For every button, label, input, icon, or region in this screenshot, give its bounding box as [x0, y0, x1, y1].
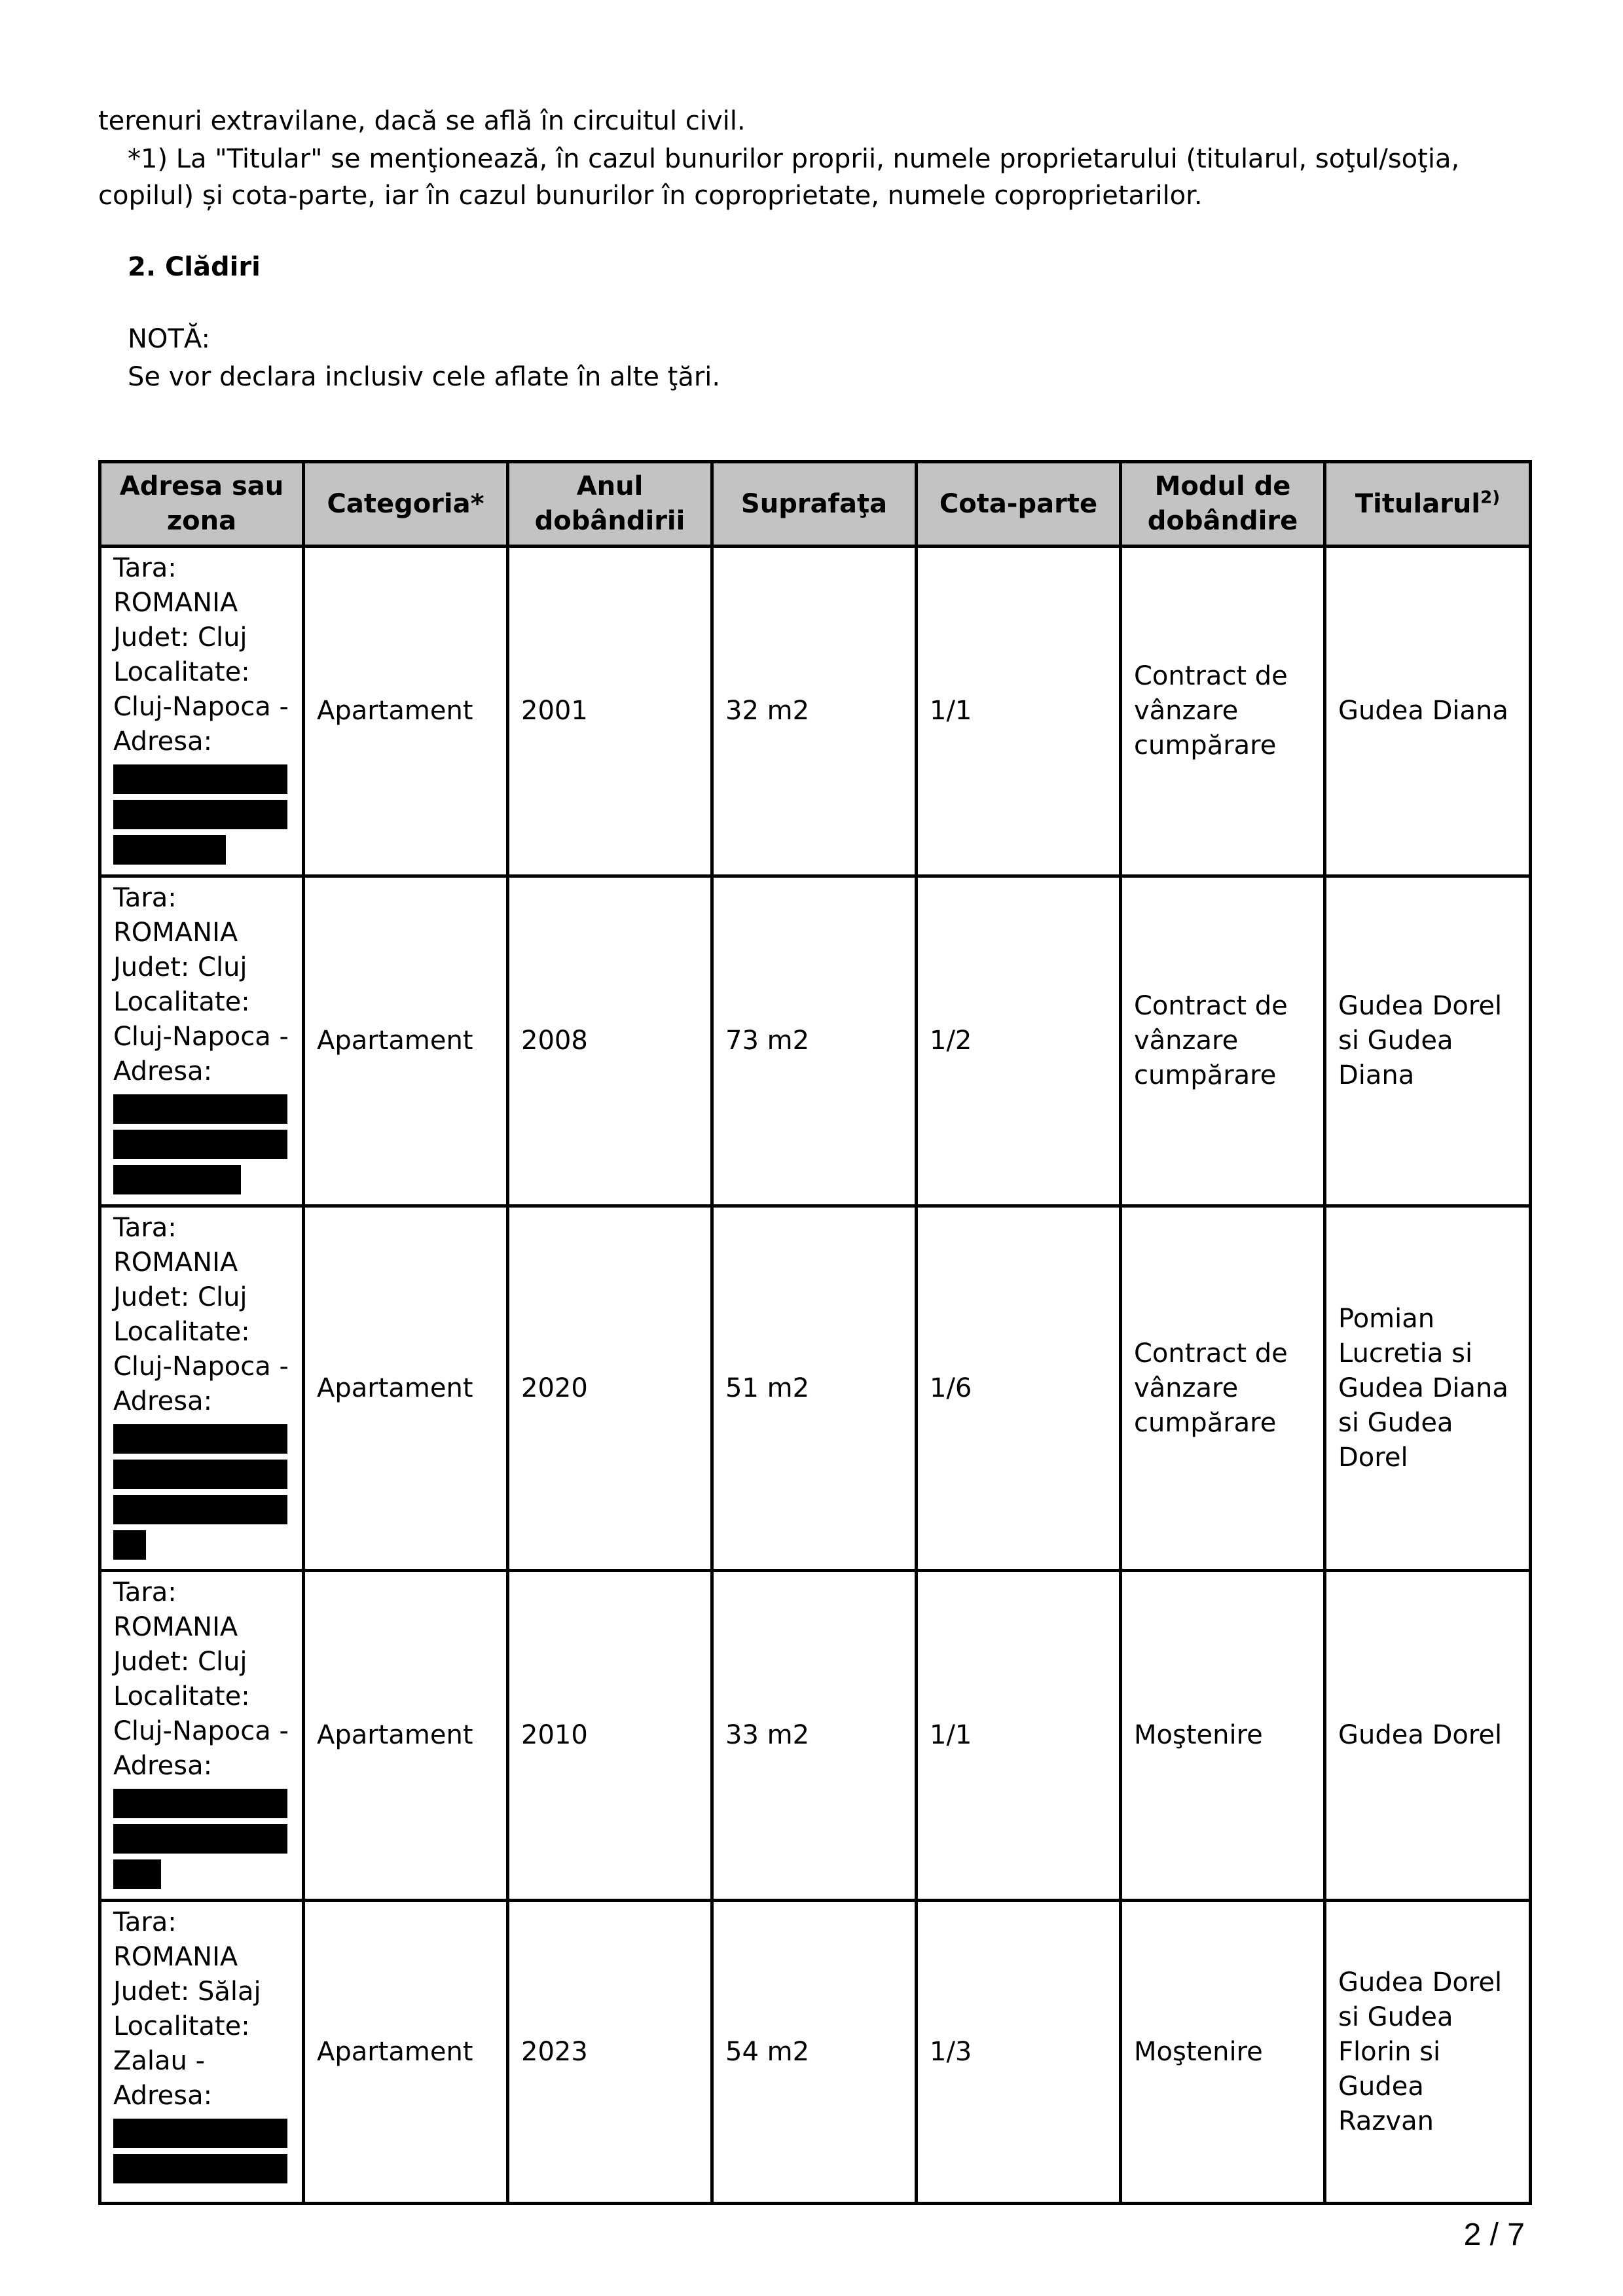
category-cell: Apartament — [304, 1206, 508, 1571]
table-row — [100, 876, 1531, 1206]
redaction-bar — [113, 1789, 287, 1818]
address-cell — [100, 876, 304, 1206]
redaction-bar — [113, 800, 287, 829]
area-cell: 33 m2 — [712, 1571, 917, 1901]
redaction-bar — [113, 1094, 287, 1124]
address-locality: Localitate: Zalau - — [113, 2011, 250, 2076]
address-locality: Localitate: Cluj-Napoca - — [113, 1681, 289, 1746]
mode-cell: Contract de vânzare cumpărare — [1121, 1206, 1325, 1571]
category-cell: Apartament — [304, 1901, 508, 2204]
address-label: Adresa: — [113, 1751, 213, 1781]
redaction-bar — [113, 1460, 287, 1489]
address-county: Judet: Sălaj — [113, 1977, 261, 2007]
address-country: Tara: ROMANIA — [113, 553, 238, 618]
mode-cell: Moştenire — [1121, 1571, 1325, 1901]
header-category: Categoria* — [304, 462, 508, 547]
header-year: Anul dobândirii — [508, 462, 712, 547]
category-cell: Apartament — [304, 876, 508, 1206]
redaction-bar — [113, 1130, 287, 1159]
address-county: Judet: Cluj — [113, 622, 247, 653]
address-cell — [100, 1901, 304, 2204]
header-owner-label: Titularul — [1355, 488, 1481, 519]
mode-cell: Moştenire — [1121, 1901, 1325, 2204]
redaction-bar — [113, 1530, 146, 1560]
year-cell: 2020 — [508, 1206, 712, 1571]
owner-cell: Gudea Dorel si Gudea Diana — [1325, 876, 1531, 1206]
share-cell: 1/1 — [917, 1571, 1121, 1901]
header-mode: Modul de dobândire — [1121, 462, 1325, 547]
owner-cell: Gudea Dorel — [1325, 1571, 1531, 1901]
note-label: NOTĂ: — [128, 324, 210, 354]
address-locality: Localitate: Cluj-Napoca - — [113, 987, 289, 1052]
redaction-bar — [113, 764, 287, 794]
redaction-bar — [113, 1824, 287, 1854]
address-cell — [100, 1571, 304, 1901]
category-cell: Apartament — [304, 547, 508, 876]
address-label: Adresa: — [113, 2081, 213, 2111]
area-cell: 51 m2 — [712, 1206, 917, 1571]
address-country: Tara: ROMANIA — [113, 1577, 238, 1642]
address-county: Judet: Cluj — [113, 1647, 247, 1677]
redaction-bar — [113, 2119, 287, 2148]
header-owner — [1325, 462, 1531, 547]
header-area: Suprafaţa — [712, 462, 917, 547]
section-heading: 2. Clădiri — [128, 252, 261, 282]
year-cell: 2023 — [508, 1901, 712, 2204]
mode-cell: Contract de vânzare cumpărare — [1121, 876, 1325, 1206]
year-cell: 2001 — [508, 547, 712, 876]
header-address: Adresa sau zona — [100, 462, 304, 547]
area-cell: 32 m2 — [712, 547, 917, 876]
address-locality: Localitate: Cluj-Napoca - — [113, 1317, 289, 1382]
address-country: Tara: ROMANIA — [113, 883, 238, 948]
address-country: Tara: ROMANIA — [113, 1213, 238, 1278]
buildings-table — [98, 460, 1532, 2205]
redaction-bar — [113, 1495, 287, 1524]
header-owner-footnote-ref: 2) — [1480, 488, 1501, 508]
address-label: Adresa: — [113, 1056, 213, 1086]
address-label: Adresa: — [113, 726, 213, 757]
table-row — [100, 1206, 1531, 1571]
table-row — [100, 547, 1531, 876]
year-cell: 2008 — [508, 876, 712, 1206]
share-cell: 1/6 — [917, 1206, 1121, 1571]
redaction-bar — [113, 1424, 287, 1454]
owner-cell: Pomian Lucretia si Gudea Diana si Gudea Dorel — [1325, 1206, 1531, 1571]
header-share: Cota-parte — [917, 462, 1121, 547]
category-cell: Apartament — [304, 1571, 508, 1901]
owner-cell: Gudea Dorel si Gudea Florin si Gudea Razvan — [1325, 1901, 1531, 2204]
titular-footnote: *1) La "Titular" se menţionează, în cazul bunurilor proprii, numele proprietarului (titularul, soţul/soţia, copilul) și cota-parte, iar în cazul bunurilor în coproprietate, numele coproprietarilor. — [98, 144, 1460, 211]
year-cell: 2010 — [508, 1571, 712, 1901]
address-country: Tara: ROMANIA — [113, 1907, 238, 1972]
redaction-bar — [113, 1165, 241, 1194]
area-cell: 73 m2 — [712, 876, 917, 1206]
page-number: 2 / 7 — [1463, 2217, 1525, 2252]
note-text: Se vor declara inclusiv cele aflate în alte ţări. — [128, 362, 721, 392]
redaction-bar — [113, 2154, 287, 2183]
mode-cell: Contract de vânzare cumpărare — [1121, 547, 1325, 876]
redaction-bar — [113, 1859, 161, 1889]
table-row — [100, 1901, 1531, 2204]
table-header-row — [100, 462, 1531, 547]
owner-cell: Gudea Diana — [1325, 547, 1531, 876]
address-county: Judet: Cluj — [113, 952, 247, 982]
area-cell: 54 m2 — [712, 1901, 917, 2204]
address-cell — [100, 1206, 304, 1571]
address-county: Judet: Cluj — [113, 1282, 247, 1312]
address-cell — [100, 547, 304, 876]
share-cell: 1/2 — [917, 876, 1121, 1206]
share-cell: 1/1 — [917, 547, 1121, 876]
address-label: Adresa: — [113, 1386, 213, 1416]
intro-text: terenuri extravilane, dacă se află în circuitul civil. — [98, 106, 746, 136]
table-row — [100, 1571, 1531, 1901]
share-cell: 1/3 — [917, 1901, 1121, 2204]
address-locality: Localitate: Cluj-Napoca - — [113, 657, 289, 722]
redaction-bar — [113, 835, 226, 865]
